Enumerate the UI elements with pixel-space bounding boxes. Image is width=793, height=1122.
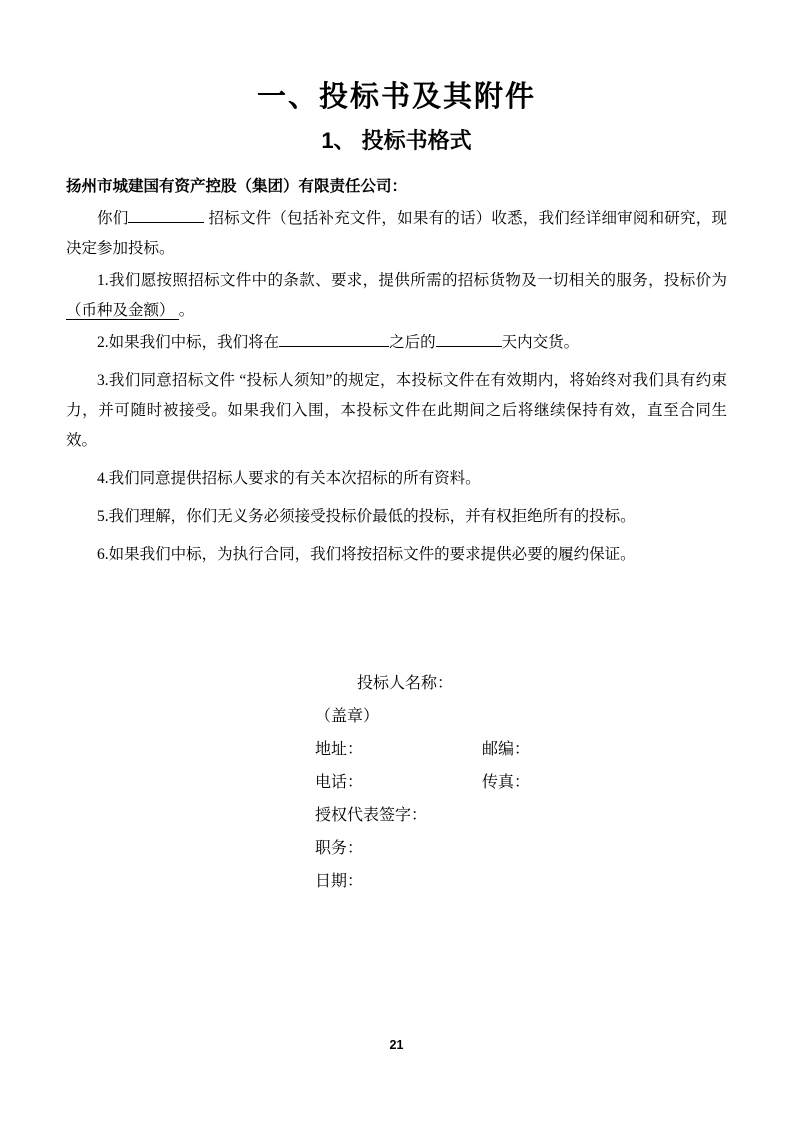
clause-1-text: 1.我们愿按照招标文件中的条款、要求，提供所需的招标货物及一切相关的服务，投标价为	[97, 272, 727, 289]
bidder-name-label: 投标人名称：	[357, 675, 454, 692]
clause-1-period: 。	[178, 302, 195, 319]
clause-2-text-3: 天内交货。	[501, 334, 580, 351]
fax-label: 传真：	[482, 774, 531, 791]
intro-text-before: 你们	[97, 210, 129, 227]
clause-2-text-1: 2.如果我们中标，我们将在	[97, 334, 280, 351]
clause-1-underlined-blank: （币种及金额）	[66, 302, 179, 320]
salutation: 扬州市城建国有资产控股（集团）有限责任公司：	[66, 178, 408, 195]
intro-paragraph	[66, 204, 727, 264]
position-label: 职务：	[315, 840, 364, 857]
phone-fax-row	[315, 773, 727, 793]
address-label: 地址：	[315, 741, 364, 758]
clause-6: 6.如果我们中标，为执行合同，我们将按招标文件的要求提供必要的履约保证。	[97, 546, 636, 563]
clause-1	[66, 266, 727, 326]
seal-label: （盖章）	[315, 708, 380, 725]
fill-in-blank-days	[436, 331, 502, 347]
fill-in-blank-document-ref	[128, 207, 204, 223]
postcode-label: 邮编：	[482, 741, 531, 758]
intro-text-after: 招标文件（包括补充文件，如果有的话）收悉，我们经详细审阅和研究，现决定参加投标。	[66, 210, 727, 257]
page-number: 21	[389, 1038, 404, 1052]
clause-2	[66, 328, 727, 358]
fill-in-blank-date	[279, 331, 389, 347]
date-label: 日期：	[315, 873, 364, 890]
document-title: 一、投标书及其附件	[256, 81, 536, 113]
phone-label: 电话：	[315, 774, 364, 791]
clause-2-text-2: 之后的	[389, 334, 436, 351]
address-postcode-row	[315, 740, 727, 760]
clause-3: 3.我们同意招标文件 “投标人须知”的规定，本投标文件在有效期内，将始终对我们具有约束力，并可随时被接受。如果我们入围，本投标文件在此期间之后将继续保持有效，直至合同生效。	[66, 372, 727, 449]
authorized-rep-signature-label: 授权代表签字：	[315, 807, 428, 824]
signature-block	[315, 674, 727, 892]
clause-4: 4.我们同意提供招标人要求的有关本次招标的所有资料。	[97, 470, 481, 487]
clause-5: 5.我们理解，你们无义务必须接受投标价最低的投标，并有权拒绝所有的投标。	[97, 508, 636, 525]
section-title: 1、 投标书格式	[321, 128, 472, 153]
